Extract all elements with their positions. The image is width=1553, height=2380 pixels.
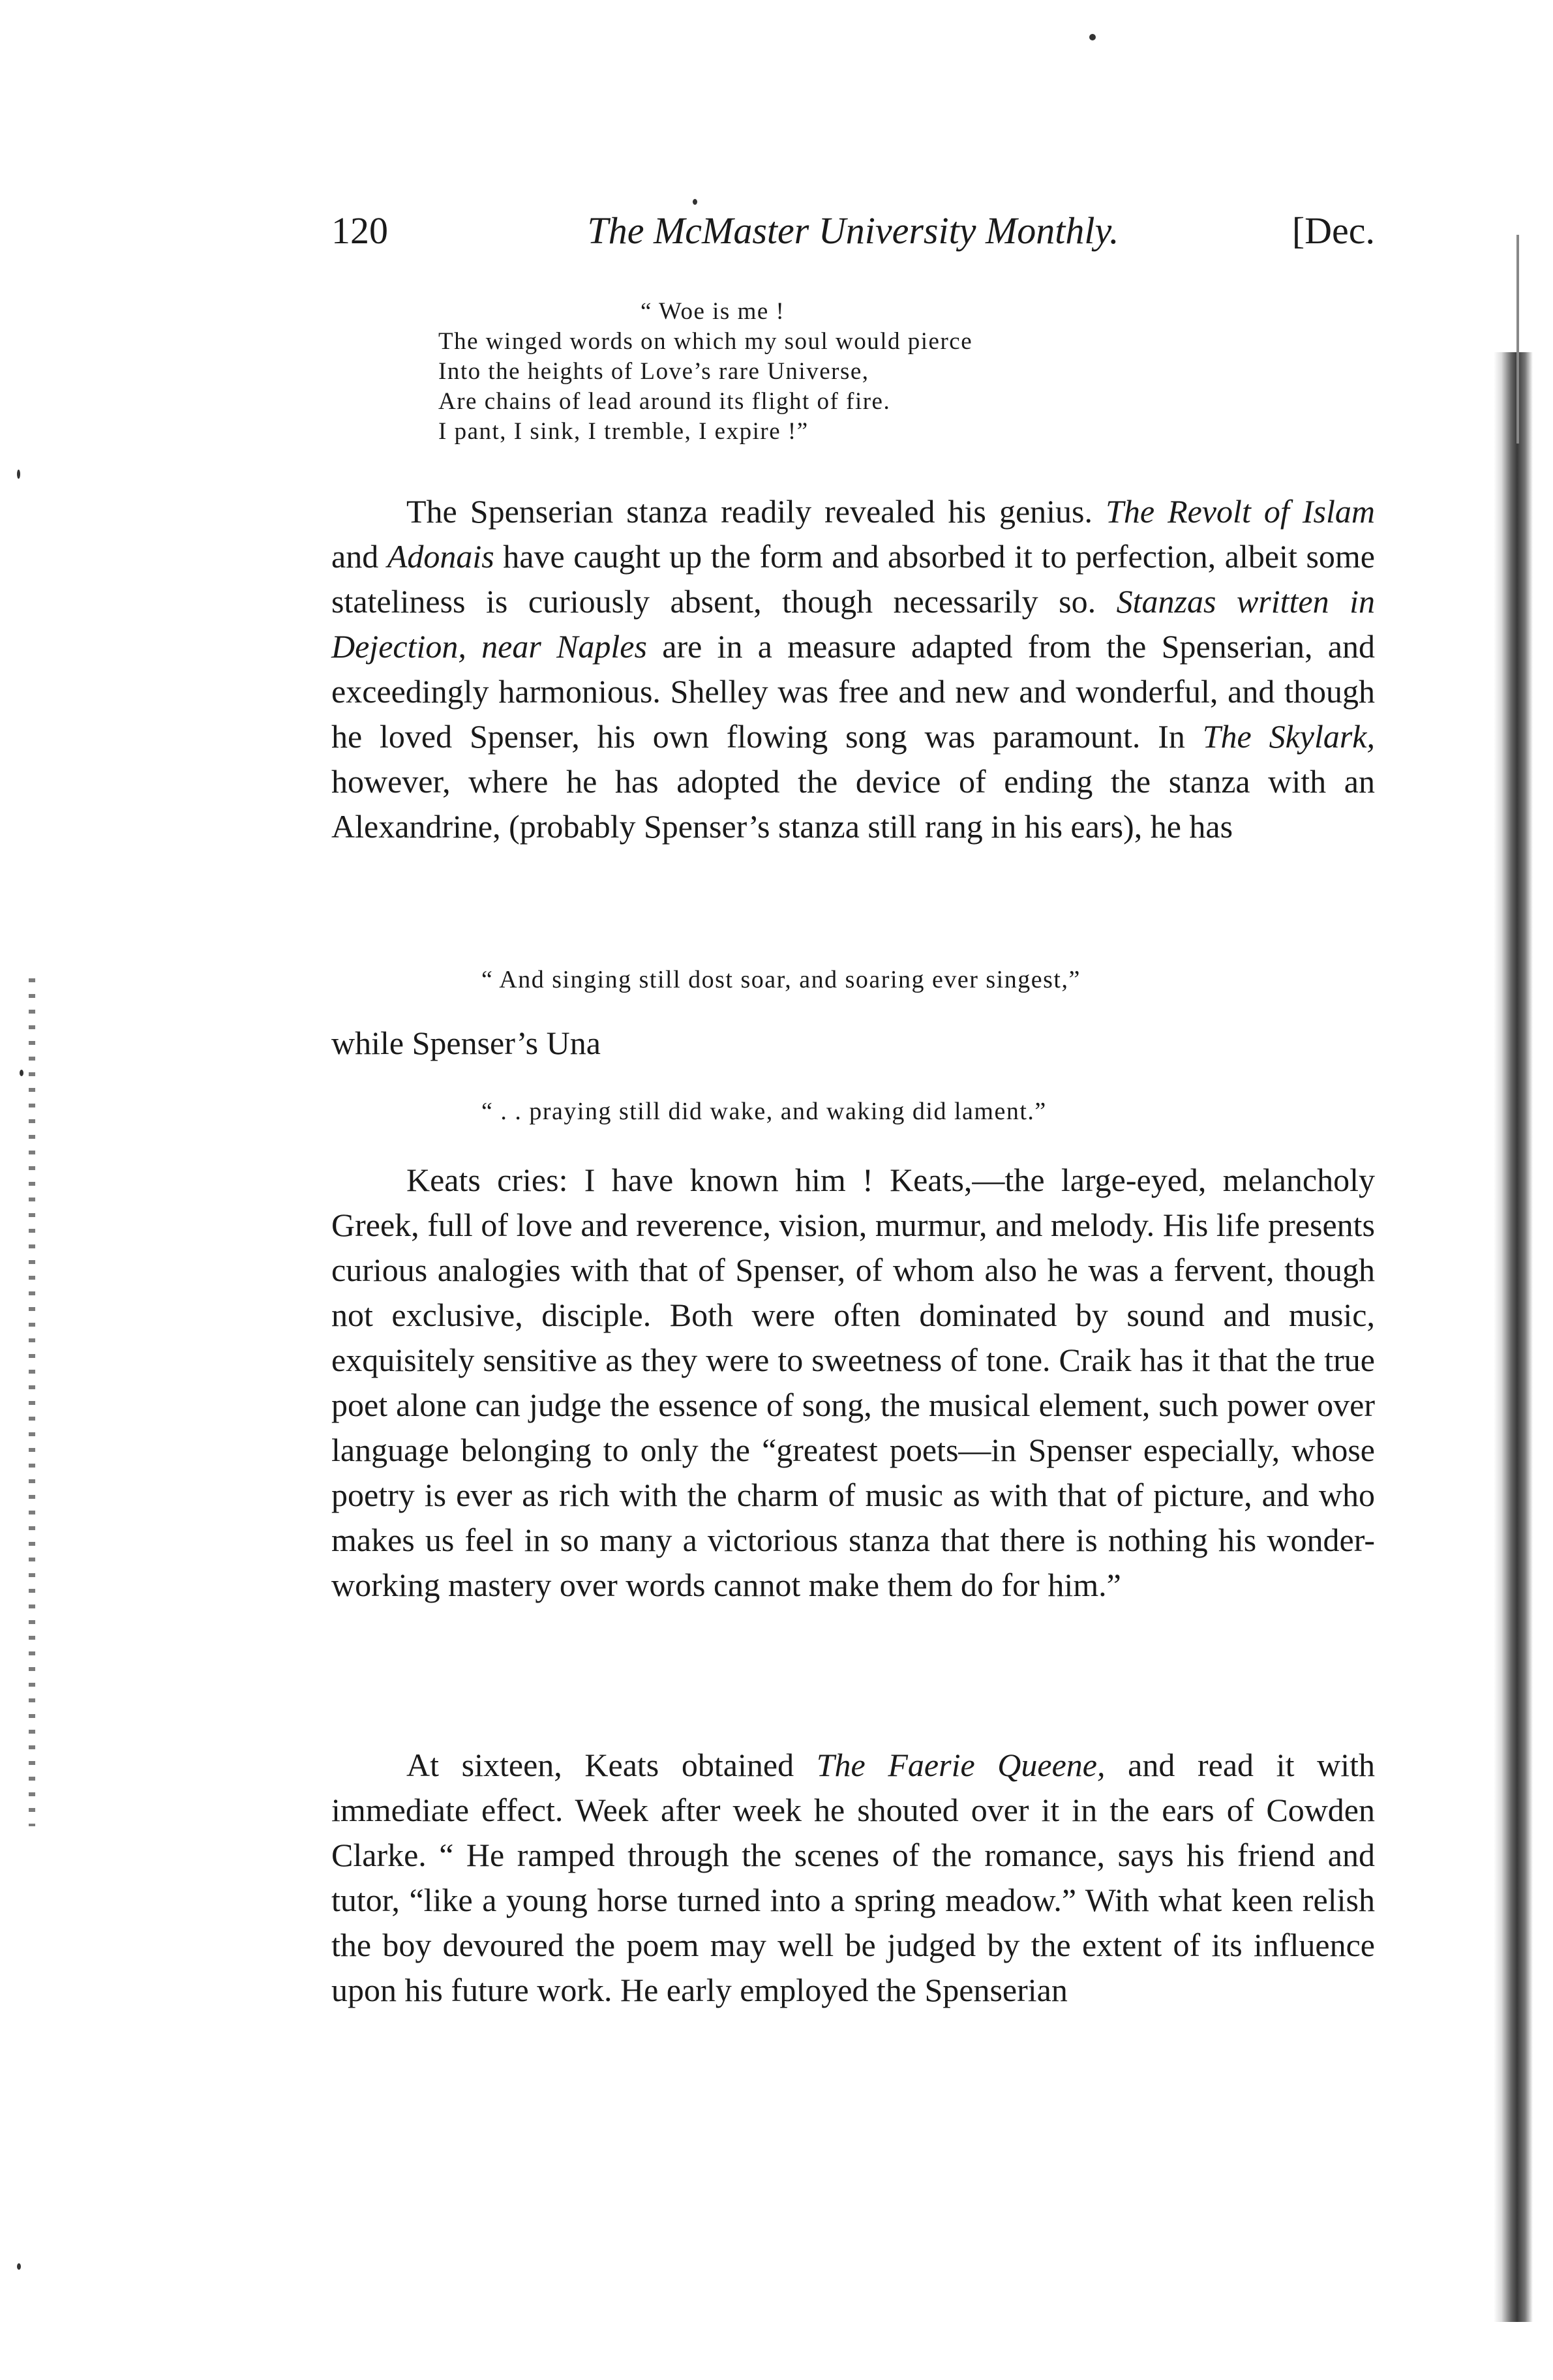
text-run: have caught up the form and absorbed it to perfection, albeit some stateliness is curiously absent, though necessarily so.: [331, 538, 1375, 620]
quotation-line: “ And singing still dost soar, and soaring ever singest,”: [481, 966, 1081, 993]
title-italic: Adonais: [387, 538, 494, 575]
scan-edge-marks: [29, 978, 35, 1826]
issue-month: [Dec.: [1291, 209, 1375, 252]
quotation-line: “ . . praying still did wake, and waking did lament.”: [481, 1098, 1047, 1125]
verse-quotation: [438, 297, 973, 447]
page-header: [331, 209, 1375, 267]
scan-speck: [20, 1070, 23, 1076]
title-italic: The Skylark,: [1202, 718, 1375, 755]
verse-line: Into the heights of Love’s rare Universe,: [438, 358, 869, 385]
verse-line: “ Woe is me !: [641, 298, 785, 325]
scan-speck: [693, 199, 697, 205]
title-italic: Stanzas written in Dejection, near Naples: [331, 583, 1376, 665]
paragraph-keats: [331, 1158, 1375, 1608]
text-run: and read it with immediate effect. Week after week he shouted over it in the ears of Cowden Clarke. “ He ramped through the scenes of the romance, says his friend and tutor, “like a young horse turned into a spring meadow.” With what keen relish the boy devoured the poem may well be judged by the extent of its influence upon his future work. He early employed the Spenserian: [331, 1747, 1375, 2008]
verse-line: I pant, I sink, I tremble, I expire !”: [438, 418, 809, 445]
title-italic: The Faerie Queene,: [816, 1747, 1106, 1783]
text-run: are in a measure adapted from the Spenserian, and exceedingly harmonious. Shelley was free and new and wonderful, and though he loved Spenser, his own flowing song was paramount. In: [331, 628, 1375, 755]
scan-speck: [17, 2263, 21, 2270]
paragraph-spenserian-stanza: [331, 489, 1375, 849]
text-line: while Spenser’s Una: [331, 1025, 601, 1061]
scan-edge-shadow: [1494, 352, 1533, 2322]
running-title: The McMaster University Monthly.: [587, 209, 1119, 252]
scan-speck: [1089, 34, 1096, 40]
paragraph-faerie-queene: [331, 1743, 1375, 2013]
text-run: and: [331, 538, 387, 575]
text-run: however, where he has adopted the device of ending the stanza with an Alexandrine, (probably Spenser’s stanza still rang in his ears), he has: [331, 763, 1375, 845]
verse-line: The winged words on which my soul would pierce: [438, 328, 973, 355]
scan-edge-line: [1516, 235, 1519, 444]
paragraph-text: Keats cries: I have known him ! Keats,—the large-eyed, melancholy Greek, full of love and reverence, vision, murmur, and melody. His life presents curious analogies with that of Spenser, of whom also he was a fervent, though not exclusive, disciple. Both were often dominated by sound and music, exquisitely sensitive as they were to sweetness of tone. Craik has it that the true poet alone can judge the essence of song, the musical element, such power over language belonging to only the “greatest poets—in Spenser especially, whose poetry is ever as rich with the charm of music as with that of picture, and who makes us feel in so many a victorious stanza that there is nothing his wonder-working mastery over words cannot make them do for him.”: [331, 1162, 1375, 1603]
verse-line: Are chains of lead around its flight of fire.: [438, 388, 891, 415]
scan-speck: [17, 470, 20, 479]
text-run: The Spenserian stanza readily revealed his genius.: [406, 493, 1106, 530]
title-italic: The Revolt of Islam: [1106, 493, 1375, 530]
text-run: At sixteen, Keats obtained: [406, 1747, 817, 1783]
page-number: 120: [331, 209, 388, 252]
